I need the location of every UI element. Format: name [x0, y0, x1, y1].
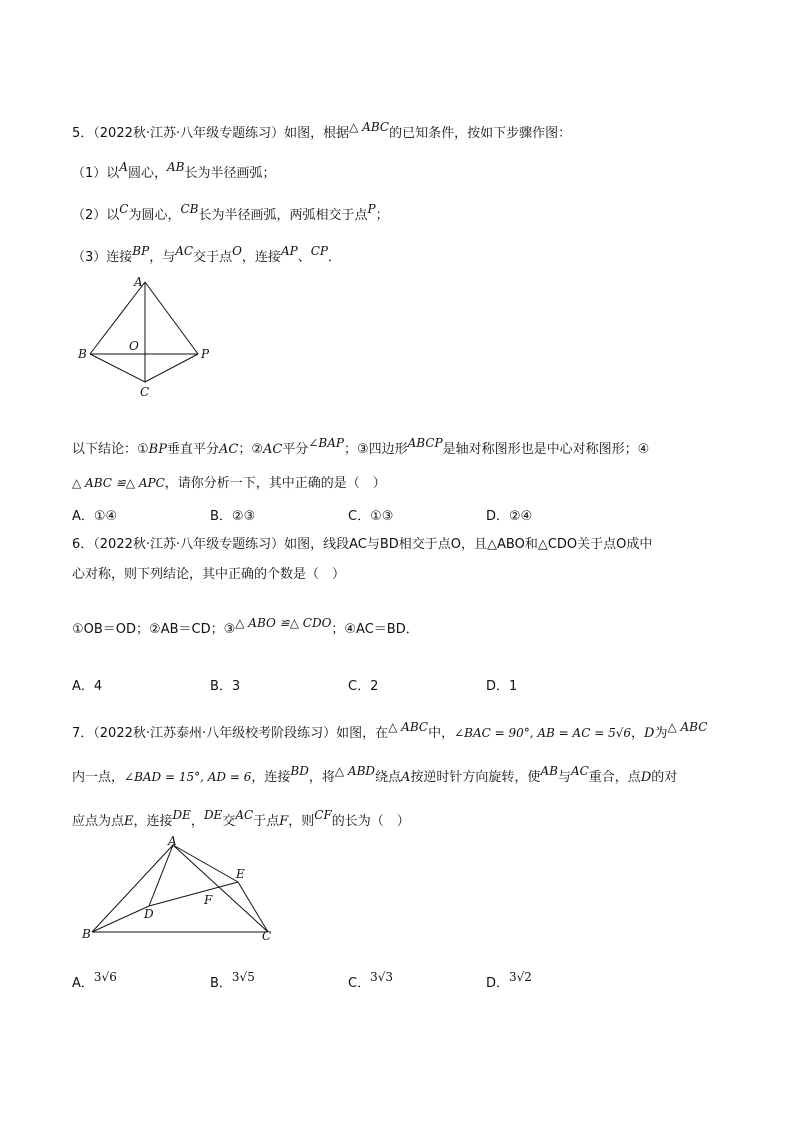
- label-c: C: [262, 929, 272, 943]
- math-O: O: [232, 244, 242, 258]
- label-a: A: [168, 834, 177, 848]
- math-BP: BP: [132, 244, 150, 258]
- text: ；③四边形: [343, 442, 408, 457]
- segment-ad: [149, 845, 173, 906]
- segment-ap: [145, 282, 198, 354]
- q5-step2: [72, 199, 389, 226]
- text: 中，: [428, 726, 455, 741]
- math-condition: ∠BAD = 15°, AD = 6: [124, 770, 252, 784]
- option-value: 3√2: [509, 970, 532, 984]
- text: （3）连接: [72, 250, 133, 265]
- math-C: C: [119, 202, 129, 216]
- q5-stem: [72, 117, 571, 144]
- text: 绕点: [375, 770, 402, 785]
- text: ；: [375, 208, 389, 223]
- math-triangle-abc: △ ABC: [349, 120, 390, 134]
- math-condition: ∠BAC = 90°, AB = AC = 5√6: [454, 726, 631, 740]
- q5-conclusions: [72, 433, 649, 460]
- text: ，连接: [133, 814, 173, 829]
- math-D: D: [640, 770, 652, 785]
- text: ．: [327, 250, 341, 265]
- q5-step3: [72, 241, 341, 268]
- text: 的对: [651, 770, 678, 785]
- text: 为圆心，: [128, 208, 181, 223]
- math-DE: DE: [172, 808, 191, 822]
- text: 交: [222, 814, 236, 829]
- q5-step1: [72, 157, 275, 184]
- segment-de: [149, 882, 238, 906]
- math-P: P: [367, 202, 376, 216]
- label-d: D: [144, 907, 154, 921]
- text: ，与: [149, 250, 176, 265]
- text: 的长为（ ）: [331, 814, 410, 829]
- text: ，连接: [251, 770, 291, 785]
- segment-cp: [145, 354, 198, 382]
- math-triangle-abc: △ ABC: [667, 720, 708, 734]
- q6-option-a[interactable]: A．4: [72, 679, 103, 694]
- math-D: D: [644, 726, 655, 741]
- math-AB: AB: [540, 764, 558, 778]
- math-A: A: [119, 160, 128, 174]
- text: ；④AC＝BD．: [331, 622, 419, 637]
- math-AC: AC: [235, 808, 254, 822]
- label-f: F: [204, 893, 213, 907]
- q5-conclusions-2: [72, 473, 386, 494]
- option-letter: D．: [486, 976, 510, 991]
- q7-figure: [78, 832, 288, 952]
- q5-option-d[interactable]: D．②④: [486, 509, 533, 524]
- math-triangle-abc: △ ABC: [388, 720, 429, 734]
- label-b: B: [78, 347, 87, 361]
- math-AC: AC: [175, 244, 194, 258]
- q6-conclusions: [72, 613, 419, 640]
- math-E: E: [124, 814, 134, 829]
- option-letter: A．: [72, 976, 94, 991]
- label-b: B: [82, 927, 91, 941]
- label-p: P: [201, 347, 210, 361]
- q6-option-c[interactable]: C．2: [348, 679, 379, 694]
- q7-option-b[interactable]: [210, 970, 255, 991]
- option-letter: C．: [348, 976, 371, 991]
- text: 长为半径画弧；: [184, 166, 276, 181]
- text: 应点为点: [72, 814, 125, 829]
- math-BD: BD: [290, 764, 309, 778]
- q7-stem-2: [72, 761, 677, 788]
- text: ，则: [288, 814, 315, 829]
- text: （1）以: [72, 166, 120, 181]
- q7-option-a[interactable]: [72, 970, 117, 991]
- text: 是轴对称图形也是中心对称图形；④: [442, 442, 650, 457]
- text: 平分: [282, 442, 309, 457]
- segment-bc: [90, 354, 145, 382]
- text: 垂直平分: [166, 442, 219, 457]
- math-AC: AC: [570, 764, 589, 778]
- text: ；②: [238, 442, 263, 457]
- math-CB: CB: [180, 202, 199, 216]
- text: 与: [557, 770, 571, 785]
- math-CF: CF: [314, 808, 332, 822]
- q6-stem-1: 6．（2022秋·江苏·八年级专题练习）如图，线段AC与BD相交于点O，且△ABO和△CDO关于点O成中: [72, 537, 653, 552]
- math-abcp: ABCP: [407, 436, 443, 450]
- q5-option-a[interactable]: A．①④: [72, 509, 118, 524]
- q7-stem-3: [72, 805, 410, 832]
- math-triangle-abd: △ ABD: [334, 764, 376, 778]
- math-AB: AB: [166, 160, 185, 174]
- q5-figure: [70, 270, 230, 410]
- q6-option-b[interactable]: B．3: [210, 679, 241, 694]
- text: ，: [190, 814, 204, 829]
- q7-option-c[interactable]: [348, 970, 393, 991]
- text: 5．（2022秋·江苏·八年级专题练习）如图，根据: [72, 126, 350, 141]
- text: 按逆时针方向旋转，使: [410, 770, 541, 785]
- text: 长为半径画弧，两弧相交于点: [198, 208, 368, 223]
- math-congruence: △ ABO ≌△ CDO: [235, 616, 332, 630]
- q7-stem-1: [72, 717, 707, 744]
- text: 为: [654, 726, 668, 741]
- label-o: O: [129, 339, 139, 353]
- math-congruence: △ ABC ≌△ APC: [72, 476, 165, 490]
- text: ，: [631, 726, 645, 741]
- text: 交于点: [193, 250, 233, 265]
- text: 的已知条件，按如下步骤作图：: [389, 126, 572, 141]
- option-letter: B．: [210, 976, 232, 991]
- segment-ec: [238, 882, 268, 932]
- math-AC: AC: [218, 442, 239, 457]
- math-DE: DE: [203, 808, 223, 822]
- math-BP: BP: [148, 442, 167, 457]
- text: ①OB＝OD；②AB＝CD；③: [72, 622, 236, 637]
- segment-ac: [173, 845, 268, 932]
- text: 、: [297, 250, 311, 265]
- q6-option-d[interactable]: D．1: [486, 679, 518, 694]
- option-value: 3√3: [370, 970, 393, 984]
- math-A: A: [401, 770, 411, 785]
- text: 以下结论：①: [72, 442, 149, 457]
- text: ，将: [308, 770, 335, 785]
- q5-option-b[interactable]: B．②③: [210, 509, 256, 524]
- math-F: F: [279, 814, 289, 829]
- math-AC: AC: [262, 442, 283, 457]
- q5-option-c[interactable]: C．①③: [348, 509, 394, 524]
- option-value: 3√6: [93, 970, 117, 984]
- text: ，连接: [241, 250, 281, 265]
- segment-ae: [173, 845, 238, 882]
- math-CP: CP: [310, 244, 328, 258]
- text: 重合，点: [588, 770, 641, 785]
- label-e: E: [236, 867, 245, 881]
- label-c: C: [140, 385, 150, 399]
- segment-ab: [92, 845, 173, 932]
- label-a: A: [134, 275, 143, 289]
- text: 于点: [253, 814, 280, 829]
- option-value: 3√5: [231, 970, 255, 984]
- math-angle-bap: ∠BAP: [308, 436, 344, 450]
- text: 7．（2022秋·江苏泰州·八年级校考阶段练习）如图，在: [72, 726, 389, 741]
- q6-stem-2: 心对称，则下列结论，其中正确的个数是（ ）: [72, 567, 346, 582]
- segment-bd: [92, 906, 149, 932]
- text: 内一点，: [72, 770, 125, 785]
- math-AP: AP: [280, 244, 298, 258]
- q7-option-d[interactable]: [486, 970, 532, 991]
- text: （2）以: [72, 208, 120, 223]
- text: 圆心，: [127, 166, 167, 181]
- text: ，请你分析一下，其中正确的是（ ）: [164, 476, 386, 491]
